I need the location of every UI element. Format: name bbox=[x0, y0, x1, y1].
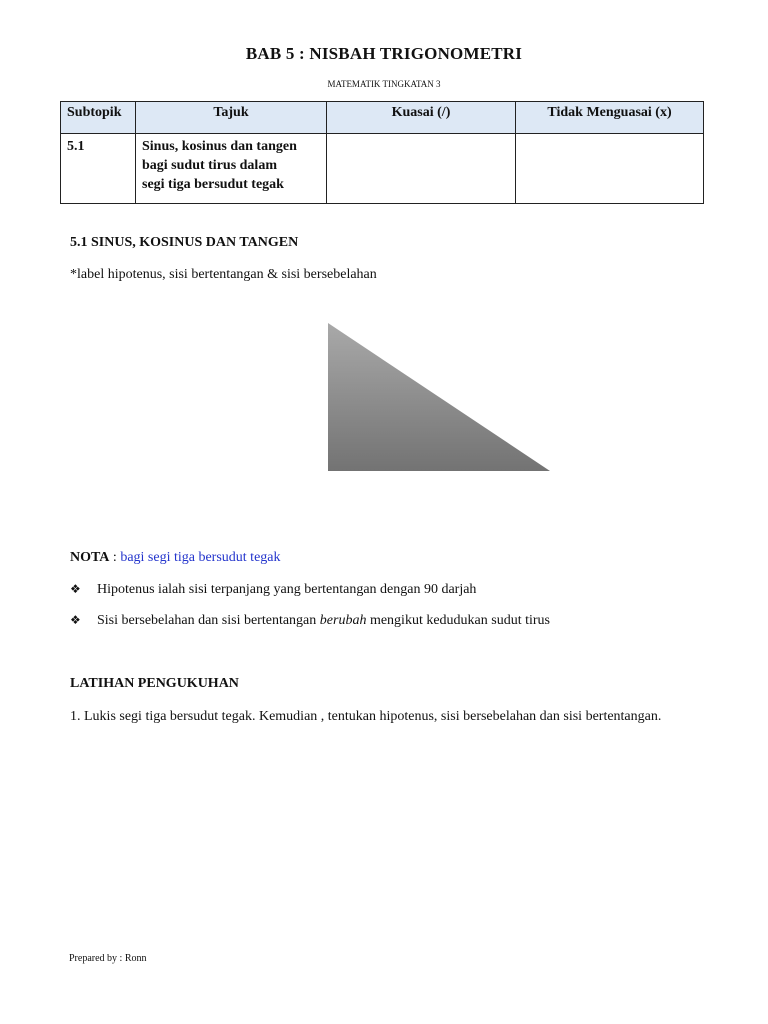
right-triangle-shape bbox=[328, 323, 550, 471]
nota-label: NOTA bbox=[70, 550, 110, 565]
section-heading-latihan: LATIHAN PENGUKUHAN bbox=[70, 676, 239, 691]
header-tidak-menguasai: Tidak Menguasai (x) bbox=[516, 102, 704, 134]
header-kuasai: Kuasai (/) bbox=[327, 102, 516, 134]
table-row bbox=[61, 134, 704, 204]
page-title: BAB 5 : NISBAH TRIGONOMETRI bbox=[245, 44, 523, 63]
diamond-bullet-icon: ❖ bbox=[70, 613, 81, 627]
bullet-item bbox=[70, 613, 550, 629]
exercise-item-1: 1. Lukis segi tiga bersudut tegak. Kemudian , tentukan hipotenus, sisi bersebelahan dan sisi bertentangan. bbox=[70, 709, 662, 724]
section-heading-5-1: 5.1 SINUS, KOSINUS DAN TANGEN bbox=[70, 235, 299, 250]
header-subtopik: Subtopik bbox=[61, 102, 136, 134]
table-header-row bbox=[61, 102, 704, 134]
bullet-item bbox=[70, 582, 476, 598]
nota-text: bagi segi tiga bersudut tegak bbox=[120, 550, 281, 565]
right-triangle-figure bbox=[328, 323, 550, 471]
bullet-text-italic: berubah bbox=[319, 613, 367, 628]
diamond-bullet-icon: ❖ bbox=[70, 582, 81, 596]
bullet-text: Hipotenus ialah sisi terpanjang yang bertentangan dengan 90 darjah bbox=[97, 582, 477, 597]
bullet-text-before: Sisi bersebelahan dan sisi bertentangan bbox=[97, 613, 320, 628]
nota-separator: : bbox=[109, 550, 121, 565]
tajuk-line: bagi sudut tirus dalam bbox=[142, 158, 277, 173]
header-tajuk: Tajuk bbox=[136, 102, 327, 134]
page-subtitle: MATEMATIK TINGKATAN 3 bbox=[327, 79, 441, 89]
cell-tidak-menguasai[interactable] bbox=[516, 134, 704, 204]
bullet-text-after: mengikut kedudukan sudut tirus bbox=[366, 613, 550, 628]
tajuk-line: Sinus, kosinus dan tangen bbox=[142, 139, 297, 154]
cell-tajuk bbox=[136, 134, 327, 204]
label-instruction: *label hipotenus, sisi bertentangan & sisi bersebelahan bbox=[70, 267, 377, 282]
cell-subtopik: 5.1 bbox=[61, 134, 136, 204]
topic-table bbox=[60, 101, 704, 204]
cell-kuasai[interactable] bbox=[327, 134, 516, 204]
nota-line bbox=[70, 550, 281, 566]
footer-prepared-by: Prepared by : Ronn bbox=[69, 953, 147, 964]
tajuk-line: segi tiga bersudut tegak bbox=[142, 177, 284, 192]
